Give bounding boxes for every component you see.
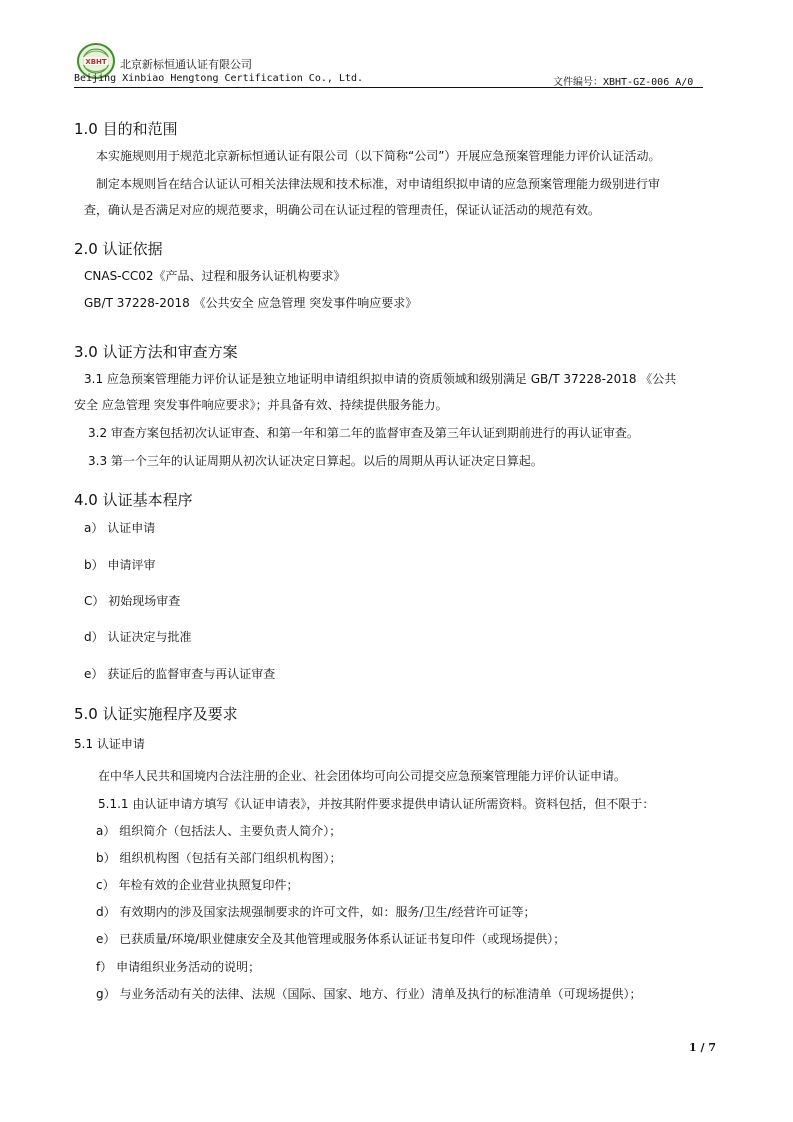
procedure-item-text: 认证决定与批准: [107, 630, 192, 644]
logo-text: XBHT: [85, 58, 107, 66]
document-item-text: 年检有效的企业营业执照复印件；: [118, 878, 299, 892]
section-3-1-line-1: 3.1 应急预案管理能力评价认证是独立地证明申请组织拟申请的资质领域和级别满足 GB/T 37228-2018 《公共: [84, 372, 677, 386]
document-item-mark: d）: [96, 905, 116, 919]
procedure-item: [84, 556, 155, 574]
document-item: [96, 985, 641, 1003]
document-item-text: 与业务活动有关的法律、法规（国际、国家、地方、行业）清单及执行的标准清单（可现场提供）；: [119, 987, 642, 1001]
document-item-mark: f）: [96, 960, 113, 974]
document-item: [96, 930, 565, 948]
procedure-item: [84, 628, 191, 646]
document-item-mark: c）: [96, 878, 115, 892]
procedure-item: [84, 592, 180, 610]
procedure-item-mark: d）: [84, 630, 104, 644]
section-1-paragraph-2-line-2: 查，确认是否满足对应的规范要求，明确公司在认证过程的管理责任，保证认证活动的规范有效。: [84, 203, 601, 217]
document-item: [96, 903, 536, 921]
document-item-text: 组织简介（包括法人、主要负责人简介）；: [119, 824, 342, 838]
section-5-1-paragraph: 在中华人民共和国境内合法注册的企业、社会团体均可向公司提交应急预案管理能力评价认证申请。: [98, 769, 627, 783]
section-5-1-subtitle: 5.1 认证申请: [74, 737, 145, 751]
section-3-2: 3.2 审查方案包括初次认证审查、和第一年和第二年的监督审查及第三年认证到期前进行的再认证审查。: [88, 426, 639, 440]
section-5-1-1-paragraph: 5.1.1 由认证申请方填写《认证申请表》，并按其附件要求提供申请认证所需资料。资料包括，但不限于：: [98, 797, 655, 811]
document-item-mark: e）: [96, 932, 116, 946]
document-item-mark: g）: [96, 987, 116, 1001]
page-number: 1 / 7: [689, 1041, 716, 1054]
section-1-paragraph-2-line-1: 制定本规则旨在结合认证认可相关法律法规和技术标准，对申请组织拟申请的应急预案管理能力级别进行审: [96, 177, 661, 191]
procedure-item-text: 获证后的监督审查与再认证审查: [107, 667, 276, 681]
section-1-title: 1.0 目的和范围: [74, 120, 178, 138]
company-name-en: Beijing Xinbiao Hengtong Certification Co., Ltd.: [74, 73, 363, 84]
section-1-paragraph-1: 本实施规则用于规范北京新标恒通认证有限公司（以下简称“公司”）开展应急预案管理能力评价认证活动。: [96, 149, 661, 163]
document-item: [96, 849, 341, 867]
section-3-1-line-2: 安全 应急管理 突发事件响应要求》；并具备有效、持续提供服务能力。: [74, 398, 448, 412]
section-3-title: 3.0 认证方法和审查方案: [74, 343, 238, 361]
section-4-title: 4.0 认证基本程序: [74, 491, 193, 509]
section-2-title: 2.0 认证依据: [74, 240, 163, 258]
document-item: [96, 822, 341, 840]
document-item-mark: b）: [96, 851, 116, 865]
section-5-title: 5.0 认证实施程序及要求: [74, 705, 238, 723]
document-item-text: 申请组织业务活动的说明；: [116, 960, 261, 974]
standard-reference-1: CNAS-CC02《产品、过程和服务认证机构要求》: [84, 269, 346, 283]
document-item: [96, 876, 298, 894]
standard-reference-2: GB/T 37228-2018 《公共安全 应急管理 突发事件响应要求》: [84, 296, 418, 310]
document-item-text: 已获质量/环境/职业健康安全及其他管理或服务体系认证证书复印件（或现场提供）；: [119, 932, 566, 946]
company-name-cn: 北京新标恒通认证有限公司: [120, 58, 252, 71]
document-item-mark: a）: [96, 824, 116, 838]
document-item: [96, 958, 260, 976]
document-item-text: 有效期内的涉及国家法规强制要求的许可文件，如：服务/卫生/经营许可证等；: [119, 905, 536, 919]
procedure-item-text: 认证申请: [107, 521, 156, 535]
procedure-item-mark: C）: [84, 594, 105, 608]
procedure-item: [84, 665, 275, 683]
procedure-item-text: 初始现场审查: [108, 594, 181, 608]
document-item-text: 组织机构图（包括有关部门组织机构图）；: [119, 851, 342, 865]
procedure-item-text: 申请评审: [107, 558, 156, 572]
header-divider: [74, 87, 703, 88]
procedure-item-mark: e）: [84, 667, 104, 681]
section-3-3: 3.3 第一个三年的认证周期从初次认证决定日算起。以后的周期从再认证决定日算起。: [88, 454, 543, 468]
document-number: 文件编号：XBHT-GZ-006 A/0: [553, 77, 694, 88]
procedure-item: [84, 519, 155, 537]
procedure-item-mark: b）: [84, 558, 104, 572]
procedure-item-mark: a）: [84, 521, 104, 535]
